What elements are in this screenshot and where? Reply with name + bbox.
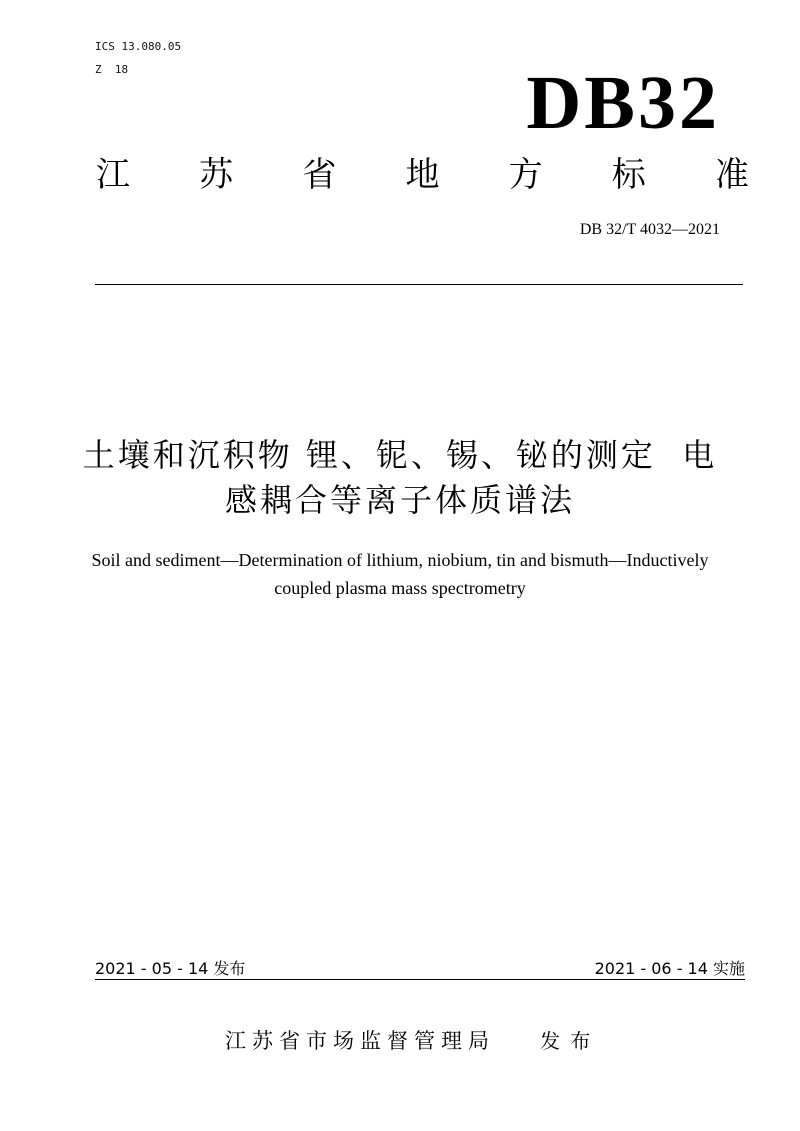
implementation-date: 2021 - 06 - 14 实施 <box>594 959 745 978</box>
standard-type-char: 准 <box>714 155 749 195</box>
standard-type-char: 方 <box>508 155 543 195</box>
standard-type-char: 苏 <box>199 155 234 195</box>
title-zh-line-1: 土壤和沉积物 锂、铌、锡、铋的测定 电 <box>82 436 718 474</box>
title-zh-line-2: 感耦合等离子体质谱法 <box>224 481 575 519</box>
standard-logo: DB32 <box>526 61 720 145</box>
title-en-line-2: coupled plasma mass spectrometry <box>274 578 526 598</box>
title-en-line-1: Soil and sediment—Determination of lithium, niobium, tin and bismuth—Inductively <box>91 550 709 570</box>
footer-divider <box>95 979 745 980</box>
classification-code: Z 18 <box>95 63 129 76</box>
standard-type-char: 江 <box>96 155 130 195</box>
standard-type-char: 标 <box>611 155 646 195</box>
ics-code: ICS 13.080.05 <box>95 40 182 53</box>
standard-type-char: 地 <box>405 155 440 195</box>
standard-type-heading <box>95 155 750 195</box>
standard-number: DB 32/T 4032—2021 <box>579 221 720 238</box>
publisher-name: 江苏省市场监督管理局 <box>225 1029 495 1053</box>
issue-date: 2021 - 05 - 14 发布 <box>95 959 246 978</box>
publisher-action: 发 布 <box>540 1029 593 1053</box>
header-divider <box>95 284 743 285</box>
standard-type-char: 省 <box>302 155 337 195</box>
